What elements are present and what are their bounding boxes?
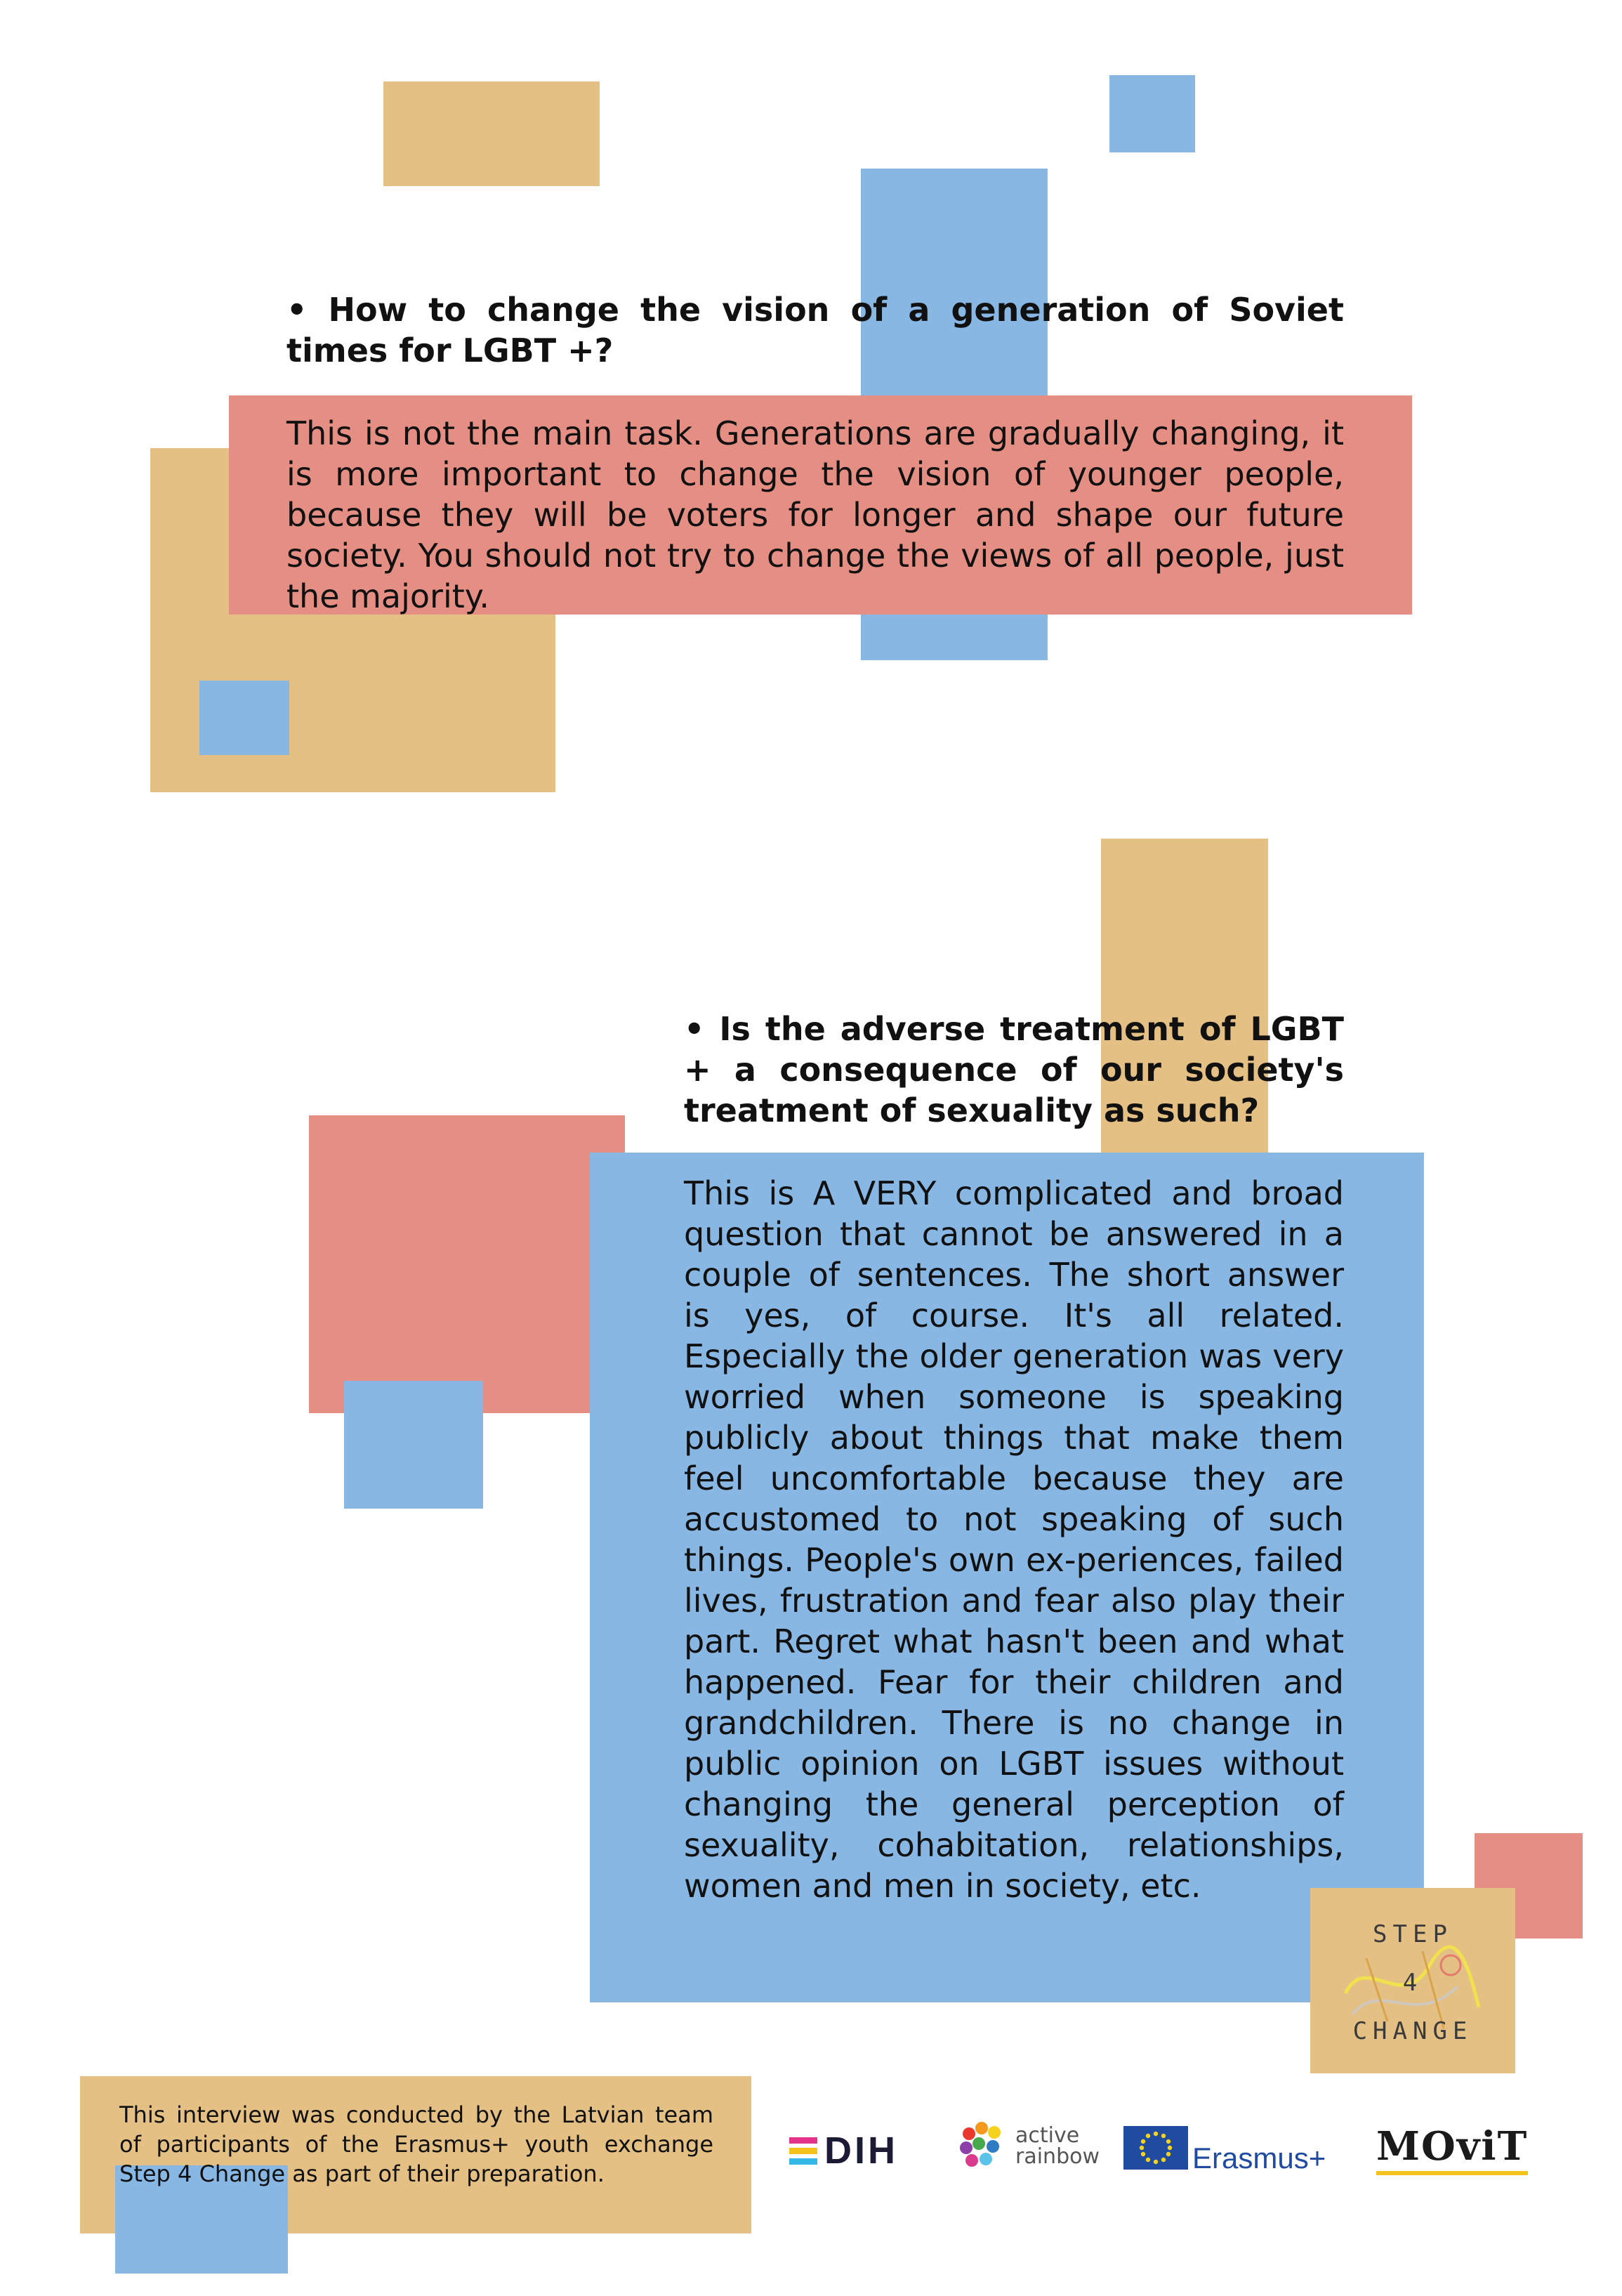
deco-block [309, 1115, 625, 1413]
answer-1: This is not the main task. Generations are gradually changing, it is more important to change the vision of younger people, because they will be voters for longer and shape our future society. You should not try to change the views of all people, just the majority. [286, 414, 1344, 615]
erasmus-logo [1123, 2120, 1326, 2176]
rainbow-dots-icon [955, 2118, 1011, 2174]
rainbow-word: rainbow [1015, 2144, 1100, 2169]
footer-credit: This interview was conducted by the Latvian team of participants of the Erasmus+ youth exchange Step 4 Change as part of their preparation. [119, 2101, 713, 2187]
movit-wordmark: MOviT [1376, 2123, 1528, 2175]
step-label: STEP [1373, 1920, 1453, 1948]
movit-logo [1376, 2121, 1528, 2177]
answer-2: This is A VERY complicated and broad question that cannot be answered in a couple of sentences. The short answer is yes, of course. It's all related. Especially the older generation was very worried when someone is speaking publicly about things that make them feel uncomfortable because they are accustomed to not speaking of such things. People's own ex-periences, failed lives, frustration and fear also play their part. Regret what hasn't been and what happened. Fear for their children and grandchildren. There is no change in public opinion on LGBT issues without changing the general perception of sexuality, cohabitation, relationships, women and men in society, etc. [684, 1174, 1344, 1905]
step4change-logo [1310, 1888, 1515, 2073]
erasmus-wordmark: Erasmus+ [1192, 2141, 1326, 2174]
eu-flag-icon [1123, 2126, 1188, 2170]
active-word: active [1015, 2123, 1080, 2148]
question-2: • Is the adverse treatment of LGBT + a consequence of our society's treatment of sexuality as such? [684, 1010, 1344, 1129]
four-label: 4 [1402, 1969, 1423, 1997]
dih-logo [789, 2130, 898, 2172]
question-1: • How to change the vision of a generation of Soviet times for LGBT +? [286, 291, 1344, 369]
deco-block [199, 681, 289, 755]
active-rainbow-logo [955, 2118, 1100, 2174]
deco-block [383, 81, 600, 186]
deco-block [344, 1381, 483, 1509]
change-label: CHANGE [1352, 2017, 1473, 2045]
dih-wordmark: DIH [824, 2130, 898, 2172]
deco-block [1109, 75, 1195, 152]
stripes-icon [789, 2137, 817, 2165]
